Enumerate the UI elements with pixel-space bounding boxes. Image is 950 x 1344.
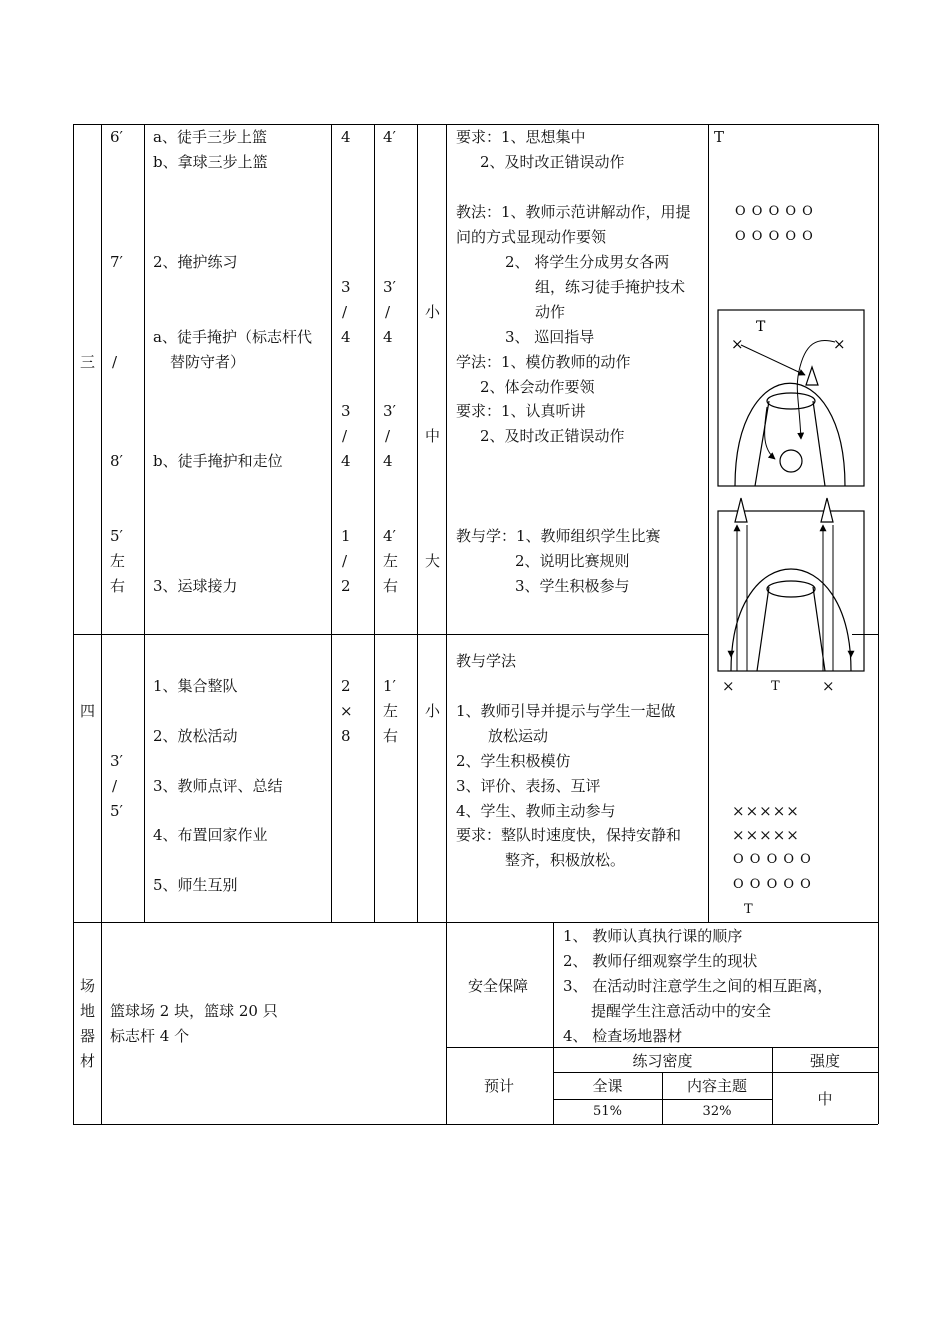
count-value: 2 [341,677,351,695]
student-row: O O O O O [735,229,814,244]
time-value: 5′ [110,802,123,820]
method-line: 3、评价、表扬、互评 [456,777,601,795]
time-value: 7′ [110,253,123,271]
method-line: 3、 巡回指导 [505,328,595,346]
intensity-value: 大 [425,552,441,570]
time-value: / [112,777,118,795]
method-line: 动作 [535,303,566,321]
method-line: 整齐，积极放松。 [505,851,626,869]
formation-row: O O O O O [733,877,812,892]
content-item: a、徒手三步上篮 [153,128,267,146]
duration-value: 4 [383,452,393,470]
safety-item: 提醒学生注意活动中的安全 [591,1002,772,1020]
count-value: 2 [341,577,351,595]
method-line: 1、教师引导并提示与学生一起做 [456,702,676,720]
duration-value: 1′ [383,677,396,695]
method-line: 2、 将学生分成男女各两 [505,253,670,271]
count-value: 4 [341,328,351,346]
defender-marker: × [822,677,835,695]
formation-row: O O O O O [733,852,812,867]
content-item: 5、师生互别 [153,876,238,894]
duration-value: / [385,303,391,321]
method-line: 要求：1、思想集中 [456,128,586,146]
safety-item: 1、 教师认真执行课的顺序 [563,927,743,945]
content-item: b、徒手掩护和走位 [153,452,283,470]
duration-value: / [385,427,391,445]
method-line: 问的方式显现动作要领 [456,228,607,246]
venue-line: 标志杆 4 个 [110,1027,190,1045]
method-line: 学法：1、模仿教师的动作 [456,353,631,371]
content-item: b、拿球三步上篮 [153,153,268,171]
duration-value: 4 [383,328,393,346]
count-value: 8 [341,727,351,745]
dribble-relay-diagram [717,495,865,673]
time-value: 3′ [110,752,123,770]
venue-line: 篮球场 2 块，篮球 20 只 [110,1002,278,1020]
count-value: × [340,702,353,720]
intensity-estimate: 中 [817,1090,833,1108]
teacher-marker: T [771,679,780,694]
content-item: 2、放松活动 [153,727,238,745]
main-content-density: 32% [702,1104,732,1119]
teacher-marker: T [744,902,753,917]
marker-cone-icon [806,367,818,385]
method-line: 要求：整队时速度快，保持安静和 [456,826,682,844]
duration-value: 右 [383,577,399,595]
defender-marker: × [722,677,735,695]
student-row: O O O O O [735,204,814,219]
intensity-header: 强度 [809,1052,840,1070]
method-line: 放松运动 [488,727,549,745]
count-value: 4 [341,128,351,146]
count-value: 3 [341,402,351,420]
duration-value: 左 [383,702,399,720]
density-header: 练习密度 [632,1052,693,1070]
count-value: / [342,303,348,321]
duration-value: 4′ [383,527,396,545]
intensity-value: 小 [425,303,441,321]
count-value: 3 [341,278,351,296]
duration-value: 4′ [383,128,396,146]
time-value: 5′ [110,527,123,545]
teacher-marker: T [756,319,766,335]
content-item: 替防守者） [170,353,246,371]
section-four-label: 四 [80,702,96,720]
formation-row: ××××× [732,802,800,820]
venue-label-char: 场 [80,977,96,995]
duration-value: 3′ [383,278,396,296]
content-item: 3、运球接力 [153,577,238,595]
intensity-value: 小 [425,702,441,720]
method-line: 2、及时改正错误动作 [480,153,625,171]
safety-item: 2、 教师仔细观察学生的现状 [563,952,758,970]
content-item: a、徒手掩护（标志杆代 [153,328,312,346]
safety-label: 安全保障 [468,977,529,995]
player-icon [780,450,802,472]
method-line: 2、说明比赛规则 [515,552,630,570]
marker-cone-icon [821,498,833,522]
time-value: / [112,353,118,371]
venue-label-char: 器 [80,1027,96,1045]
duration-value: 3′ [383,402,396,420]
method-line: 教与学法 [456,652,517,670]
defender-marker: × [833,335,846,353]
venue-label-char: 材 [80,1052,96,1070]
defender-marker: × [731,335,744,353]
method-line: 2、学生积极模仿 [456,752,571,770]
method-line: 教与学：1、教师组织学生比赛 [456,527,661,545]
time-value: 右 [110,577,126,595]
count-value: / [342,552,348,570]
whole-lesson-header: 全课 [592,1077,623,1095]
safety-item: 3、 在活动时注意学生之间的相互距离， [563,977,833,995]
method-line: 2、体会动作要领 [480,378,595,396]
method-line: 2、及时改正错误动作 [480,427,625,445]
content-item: 2、掩护练习 [153,253,238,271]
time-value: 左 [110,552,126,570]
count-value: 1 [341,527,351,545]
teacher-marker: T [714,128,725,146]
duration-value: 右 [383,727,399,745]
section-three-label: 三 [80,353,96,371]
content-item: 1、集合整队 [153,677,238,695]
method-line: 4、学生、教师主动参与 [456,802,616,820]
intensity-value: 中 [425,427,441,445]
main-content-header: 内容主题 [686,1077,747,1095]
method-line: 3、学生积极参与 [515,577,630,595]
safety-item: 4、 检查场地器材 [563,1027,683,1045]
screen-drill-diagram [717,309,865,488]
count-value: / [342,427,348,445]
formation-row: ××××× [732,826,800,844]
duration-value: 左 [383,552,399,570]
time-value: 8′ [110,452,123,470]
content-item: 4、布置回家作业 [153,826,268,844]
marker-cone-icon [735,498,747,522]
content-item: 3、教师点评、总结 [153,777,283,795]
method-line: 要求：1、认真听讲 [456,402,586,420]
venue-label-char: 地 [80,1002,96,1020]
estimate-label: 预计 [484,1077,515,1095]
whole-lesson-density: 51% [593,1104,622,1119]
method-line: 组，练习徒手掩护技术 [535,278,686,296]
count-value: 4 [341,452,351,470]
method-line: 教法：1、教师示范讲解动作，用提 [456,203,691,221]
time-value: 6′ [110,128,123,146]
